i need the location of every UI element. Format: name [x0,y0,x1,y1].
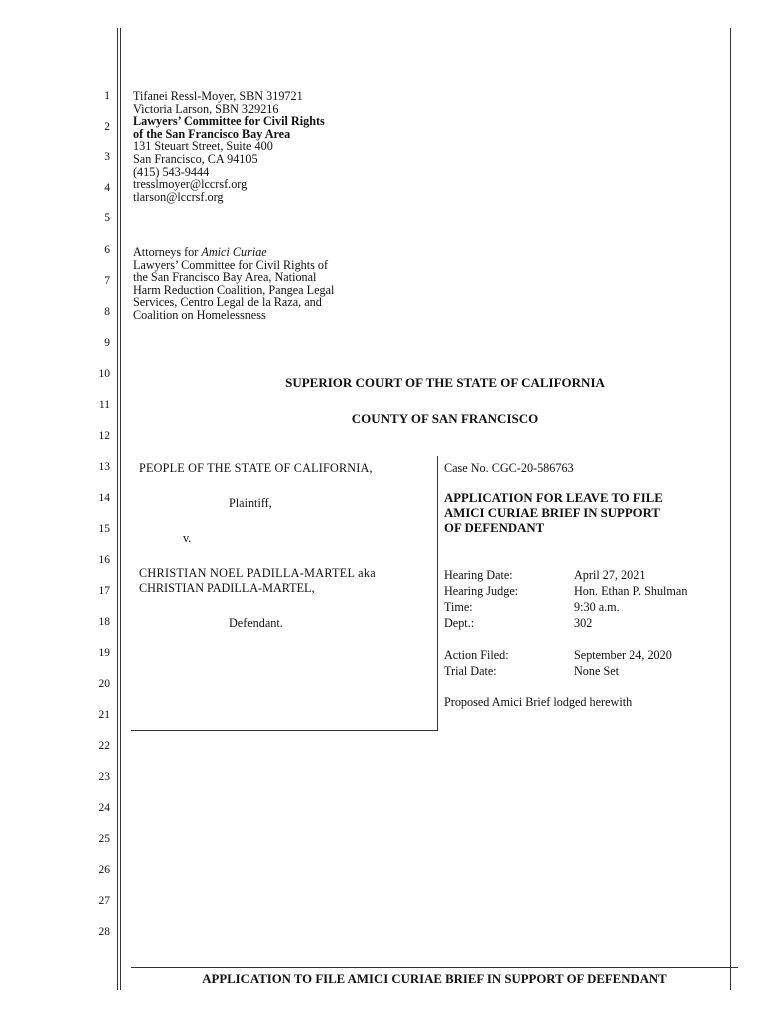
line-number: 22 [98,740,110,752]
amici-line: Coalition on Homelessness [133,307,266,322]
county-name: COUNTY OF SAN FRANCISCO [351,411,539,426]
counsel-line: Victoria Larson, SBN 329216 [133,101,279,116]
line-number: 9 [104,337,110,349]
time-label: Time: [444,600,473,614]
footer-title: APPLICATION TO FILE AMICI CURIAE BRIEF IN SUPPORT OF DEFENDANT [202,972,667,986]
left-margin-rule-2 [120,28,121,990]
trial-date: None Set [574,664,620,678]
caption-divider-horizontal [131,730,438,731]
line-number: 11 [98,399,110,411]
footer-rule [131,967,738,968]
defendant-role: Defendant. [229,616,283,630]
amici-line: Harm Reduction Coalition, Pangea Legal [133,282,335,297]
phone: (415) 543-9444 [133,164,210,179]
hearing-judge-label: Hearing Judge: [444,584,519,598]
caption-divider-vertical [437,456,438,731]
right-margin-rule [730,28,731,990]
plaintiff-role: Plaintiff, [229,496,272,510]
defendant-name: CHRISTIAN NOEL PADILLA-MARTEL aka [139,566,376,580]
hearing-date: April 27, 2021 [574,568,646,582]
line-number: 13 [98,461,110,473]
defendant-name: CHRISTIAN PADILLA-MARTEL, [139,581,315,595]
line-number: 27 [98,895,110,907]
email: tresslmoyer@lccrsf.org [133,177,248,192]
line-number: 24 [98,802,110,814]
amici-line: the San Francisco Bay Area, National [133,270,317,285]
line-number: 26 [98,864,110,876]
trial-date-label: Trial Date: [444,664,497,678]
dept-label: Dept.: [444,616,475,630]
line-number: 1 [104,90,110,102]
line-number: 20 [98,678,110,690]
hearing-date-label: Hearing Date: [444,568,513,582]
line-number: 8 [104,306,110,318]
line-number: 28 [98,926,110,938]
plaintiff-name: PEOPLE OF THE STATE OF CALIFORNIA, [139,461,373,475]
document-title: APPLICATION FOR LEAVE TO FILE [444,491,663,505]
email: tlarson@lccrsf.org [133,189,224,204]
case-number: Case No. CGC-20-586763 [444,461,574,475]
firm-name: Lawyers’ Committee for Civil Rights [133,114,325,129]
amici-curiae-label: Amici Curiae [201,245,267,259]
line-number: 15 [98,523,110,535]
line-number: 25 [98,833,110,845]
lodged-note: Proposed Amici Brief lodged herewith [444,695,633,709]
line-number: 6 [104,244,110,256]
line-number: 10 [98,368,110,380]
court-name: SUPERIOR COURT OF THE STATE OF CALIFORNIA [285,375,605,390]
document-title: OF DEFENDANT [444,521,545,535]
line-number: 18 [98,616,110,628]
time: 9:30 a.m. [574,600,620,614]
line-number: 23 [98,771,110,783]
attorneys-for-block [133,246,334,322]
line-number: 21 [98,709,110,721]
line-number: 14 [98,492,110,504]
dept: 302 [574,616,593,630]
line-number: 4 [104,182,110,194]
action-filed-label: Action Filed: [444,648,509,662]
address-line: 131 Steuart Street, Suite 400 [133,139,273,154]
line-number: 16 [98,554,110,566]
attorneys-for-line: Attorneys for Amici Curiae [133,245,267,259]
line-number: 2 [104,121,110,133]
line-number: 19 [98,647,110,659]
counsel-header [133,90,325,203]
line-number: 17 [98,585,110,597]
amici-line: Services, Centro Legal de la Raza, and [133,295,322,310]
document-title: AMICI CURIAE BRIEF IN SUPPORT [444,506,660,520]
counsel-line: Tifanei Ressl-Moyer, SBN 319721 [133,89,303,103]
line-number: 7 [104,275,110,287]
line-number: 5 [104,212,110,224]
line-number: 12 [98,430,110,442]
versus: v. [183,531,192,545]
hearing-judge: Hon. Ethan P. Shulman [574,584,688,598]
action-filed: September 24, 2020 [574,648,672,662]
left-margin-rule-1 [117,28,118,990]
firm-name: of the San Francisco Bay Area [133,126,291,141]
address-line: San Francisco, CA 94105 [133,151,258,166]
line-number: 3 [104,151,110,163]
amici-line: Lawyers’ Committee for Civil Rights of [133,257,329,272]
